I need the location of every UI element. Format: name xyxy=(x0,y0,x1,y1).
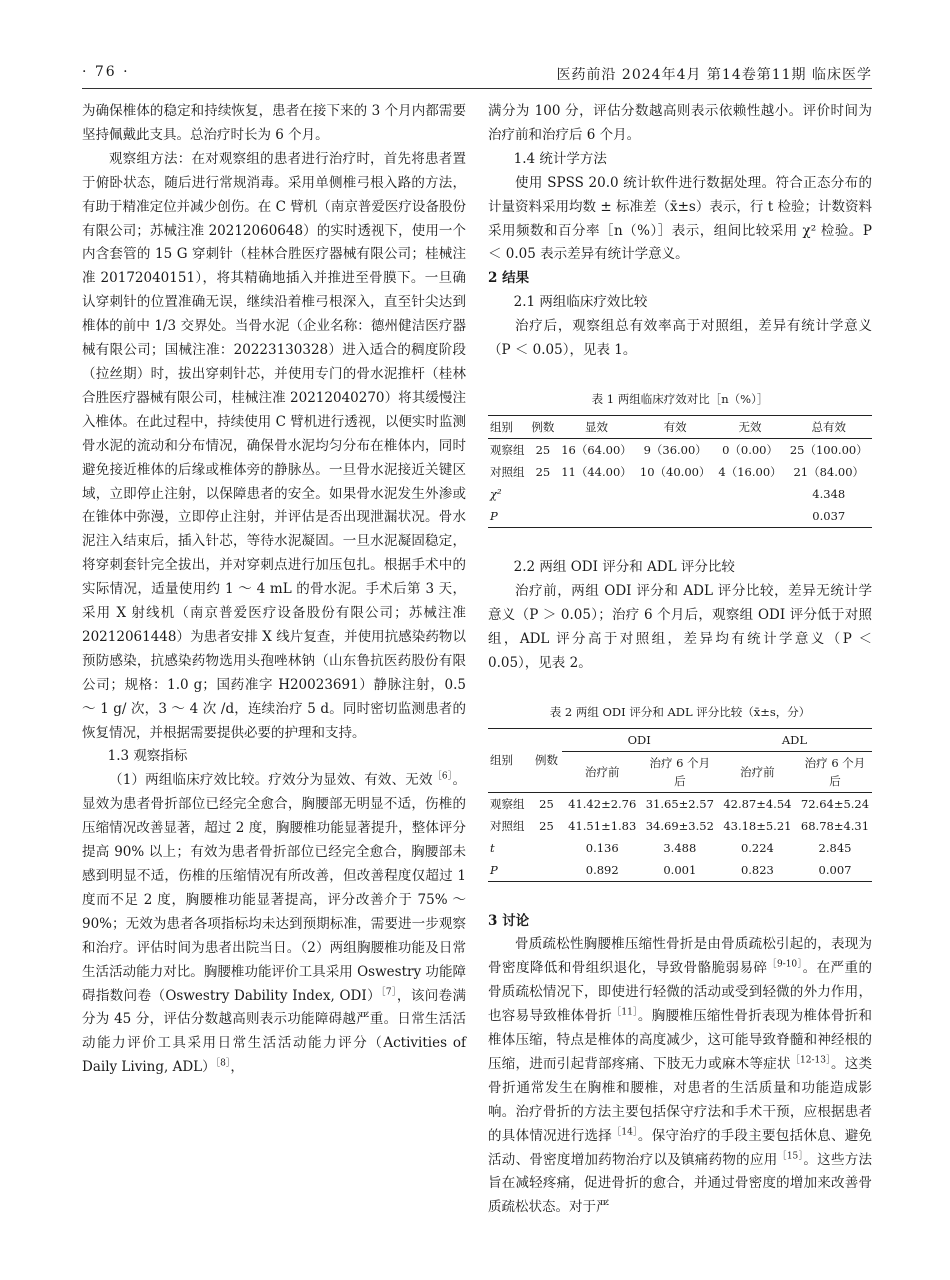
table-cell: 68.78±4.31 xyxy=(800,818,870,833)
table-header-cell: 治疗前 xyxy=(562,751,643,792)
table-header-cell: 例数 xyxy=(531,728,561,792)
section-heading: 2.1 两组临床疗效比较 xyxy=(513,294,648,311)
table-header-row xyxy=(488,415,872,438)
table-row xyxy=(488,859,872,882)
table-cell: t xyxy=(490,840,495,855)
citation[interactable]: ［11］ xyxy=(612,1007,638,1018)
table-row xyxy=(488,505,872,528)
table-cell: 31.65±2.57 xyxy=(645,796,714,811)
table-cell xyxy=(531,859,561,882)
table-cell: 0.007 xyxy=(798,859,872,882)
table2 xyxy=(488,728,872,882)
table-cell: 25 xyxy=(535,464,551,479)
paragraph: 满分为 100 分，评估分数越高则表示依赖性越小。评价时间为治疗前和治疗后 6 个月。 xyxy=(488,103,872,143)
table-row xyxy=(488,438,872,461)
table2-caption: 表 2 两组 ODI 评分和 ADL 评分比较（x̄±s，分） xyxy=(549,704,811,719)
table-cell: 2.845 xyxy=(818,840,852,855)
table-cell: 0.136 xyxy=(585,840,619,855)
table-cell: 0.224 xyxy=(740,840,774,855)
table-cell xyxy=(529,505,558,528)
right-column xyxy=(488,100,872,1220)
table-cell: 21（84.00） xyxy=(793,464,865,479)
table-header-cell: 治疗 6 个月后 xyxy=(643,751,717,792)
table-cell: 43.18±5.21 xyxy=(723,818,792,833)
table-cell: 0.037 xyxy=(786,505,872,528)
table-cell: P xyxy=(488,505,529,528)
journal-info: 医药前沿 2024年4月 第14卷第11期 临床医学 xyxy=(556,67,872,83)
table-header-cell: 总有效 xyxy=(786,415,872,438)
table-header-cell: ODI xyxy=(562,728,717,751)
paragraph: 为确保椎体的稳定和持续恢复，患者在接下来的 3 个月内都需要坚持佩戴此支具。总治疗时长为 6 个月。 xyxy=(82,103,466,143)
table-header-cell: 例数 xyxy=(529,415,558,438)
table-cell: 4.348 xyxy=(812,486,846,501)
paragraph: 使用 SPSS 20.0 统计软件进行数据处理。符合正态分布的计量资料采用均数 ± 标准差（x̄±s）表示，行 t 检验；计数资料采用频数和百分率［n（%）］表示，组间比较采用 χ² 检验。P ＜ 0.05 表示差异有统计学意义。 xyxy=(488,174,872,263)
section-heading: 2 结果 xyxy=(488,270,530,287)
paragraph: （1）两组临床疗效比较。疗效分为显效、有效、无效$^{[6]}$。显效为患者骨折部位已经完全愈合，胸腰部无明显不适，伤椎的压缩情况改善显著，超过 2 度，胸腰椎功能显著提升，整体评分提高 90% 以上；有效为患者骨折部位已经完全愈合，胸腰部未感到明显不适，伤椎的压缩情况有所改善，但改善程度仅超过 1 度而不足 2 度，胸腰椎功能显著提高，评分改善介于 75% ～ 90%；无效为患者各项指标均未达到预期标准，需要进一步观察和治疗。评估时间为患者出院当日。（2）两组胸腰椎功能及日常生活活动能力对比。胸腰椎功能评价工具采用 Oswestry 功能障碍指数问卷（Oswestry Dability Index, ODI）$^{[7]}$，该问卷满分为 45 分，评估分数越高则表示功能障碍越严重。日常生活活动能力评价工具采用日常生活活动能力评分（Activities of Daily Living, ADL）$^{[8]}$， xyxy=(82,771,467,1076)
table-cell: 25 xyxy=(539,796,554,811)
table-row xyxy=(488,815,872,837)
table-cell: 0.892 xyxy=(562,859,643,882)
citation[interactable]: ［12-13］ xyxy=(790,1055,831,1066)
table-cell: 4（16.00） xyxy=(718,464,782,479)
table-cell xyxy=(557,483,636,505)
paragraph: 观察组方法：在对观察组的患者进行治疗时，首先将患者置于俯卧状态，随后进行常规消毒。采用单侧椎弓根入路的方法，有助于精准定位并减少创伤。在 C 臂机（南京普爱医疗设备股份有限公司；苏械注准 20212060648）的实时透视下，使用一个内含套管的 15 G 穿刺针（桂林合胜医疗器械有限公司；桂械注准 20172040151），将其精确地插入并推进至骨膜下。一旦确认穿刺针的位置准确无误，继续沿着椎弓根深入，直至针尖达到椎体的前中 1/3 交界处。当骨水泥（企业名称：德州健洁医疗器械有限公司；国械注准：20223130328）进入适合的稠度阶段（拉丝期）时，拔出穿刺针芯，并使用专门的骨水泥推杆（桂林合胜医疗器械有限公司，桂械注准 20212040270）将其缓慢注入椎体。在此过程中，持续使用 C 臂机进行透视，以便实时监测骨水泥的流动和分布情况，确保骨水泥均匀分布在椎体内，同时避免接近椎体的后缘或椎体旁的静脉丛。一旦骨水泥接近关键区域，立即停止注射，以保障患者的安全。如果骨水泥发生外渗或在锥体中弥漫，立即停止注射，并评估是否出现泄漏状况。骨水泥注入结束后，插入针芯，等待水泥凝固。一旦水泥凝固稳定，将穿刺套针完全拔出，并对穿刺点进行加压包扎。根据手术中的实际情况，适量使用约 1 ～ 4 mL 的骨水泥。手术后第 3 天，采用 X 射线机（南京普爱医疗设备股份有限公司；苏械注准 20212061448）为患者安排 X 线片复查，并使用抗感染药物以预防感染，抗感染药物选用头孢唑林钠（山东鲁抗医药股份有限公司；规格：1.0 g；国药准字 H20023691）静脉注射，0.5 ～ 1 g/ 次，3 ～ 4 次 /d，连续治疗 5 d。同时密切监测患者的恢复情况，并根据需要提供必要的护理和支持。 xyxy=(82,150,466,741)
table-cell: 42.87±4.54 xyxy=(723,796,792,811)
table-cell: P xyxy=(488,859,531,882)
table-cell: 25 xyxy=(535,442,551,457)
table-cell xyxy=(715,483,786,505)
table-cell: 0（0.00） xyxy=(722,442,778,457)
table-cell: 41.42±2.76 xyxy=(568,796,637,811)
table-header-cell: 组别 xyxy=(488,728,531,792)
table-cell xyxy=(529,483,558,505)
table-header-row xyxy=(488,728,872,751)
table-cell xyxy=(531,837,561,859)
table-row xyxy=(488,461,872,483)
table-row xyxy=(488,483,872,505)
table-cell: 3.488 xyxy=(663,840,697,855)
section-heading: 1.4 统计学方法 xyxy=(513,150,607,167)
table-cell: 25 xyxy=(539,818,554,833)
table-cell xyxy=(557,505,636,528)
table-row xyxy=(488,792,872,815)
citation[interactable]: ［9-10］ xyxy=(767,959,803,970)
section-heading: 1.3 观察指标 xyxy=(107,748,188,765)
paragraph: 治疗后，观察组总有效率高于对照组，差异有统计学意义（P ＜ 0.05），见表 1。 xyxy=(488,318,872,359)
table-header-cell: 有效 xyxy=(636,415,715,438)
table-cell: 25（100.00） xyxy=(789,442,868,457)
table1-caption: 表 1 两组临床疗效对比［n（%）］ xyxy=(591,391,769,406)
page-number: · 76 · xyxy=(82,64,130,80)
table-cell: 10（40.00） xyxy=(639,464,711,479)
table-cell: 41.51±1.83 xyxy=(568,818,637,833)
table-row xyxy=(488,837,872,859)
paragraph: 治疗前，两组 ODI 评分和 ADL 评分比较，差异无统计学意义（P ＞ 0.05）；治疗 6 个月后，观察组 ODI 评分低于对照组，ADL 评分高于对照组，差异均有统计学意义（P ＜ 0.05），见表 2。 xyxy=(488,582,872,671)
table-cell: 观察组 xyxy=(490,442,525,457)
table1 xyxy=(488,415,872,528)
citation[interactable]: ［14］ xyxy=(612,1127,638,1138)
table-cell: 对照组 xyxy=(490,464,525,479)
section-heading: 3 讨论 xyxy=(488,912,530,929)
paragraph: 骨质疏松性胸腰椎压缩性骨折是由骨质疏松引起的，表现为骨密度降低和骨组织退化，导致骨骼脆弱易碎$^{[9-10]}$。在严重的骨质疏松情况下，即使进行轻微的活动或受到轻微的外力作用，也容易导致椎体骨折$^{[11]}$。胸腰椎压缩性骨折表现为椎体骨折和椎体压缩，特点是椎体的高度减少，这可能导致脊髓和神经根的压缩，进而引起背部疼痛、下肢无力或麻木等症状$^{[12-13]}$。这类骨折通常发生在胸椎和腰椎，对患者的生活质量和功能造成影响。治疗骨折的方法主要包括保守疗法和手术干预，应根据患者的具体情况进行选择$^{[14]}$。保守治疗的手段主要包括休息、避免活动、骨密度增加药物治疗以及镇痛药物的应用$^{[15]}$。这些方法旨在减轻疼痛，促进骨折的愈合，并通过骨密度的增加来改善骨质疏松状态。对于严 xyxy=(488,936,873,1216)
table-cell xyxy=(715,505,786,528)
table-header-cell: 组别 xyxy=(488,415,529,438)
citation[interactable]: ［6］ xyxy=(432,771,453,782)
table-cell: 72.64±5.24 xyxy=(800,796,870,811)
table-cell: 34.69±3.52 xyxy=(645,818,714,833)
table-cell: 9（36.00） xyxy=(643,442,707,457)
table-cell: 11（44.00） xyxy=(561,464,632,479)
table-cell: 0.001 xyxy=(643,859,717,882)
citation[interactable]: ［8］ xyxy=(215,1058,231,1069)
citation[interactable]: ［15］ xyxy=(777,1151,804,1162)
table-cell xyxy=(636,483,715,505)
section-heading: 2.2 两组 ODI 评分和 ADL 评分比较 xyxy=(513,558,735,575)
table-header-cell: ADL xyxy=(717,728,872,751)
table-cell: χ² xyxy=(490,486,502,501)
page-header xyxy=(82,62,872,89)
table-cell xyxy=(636,505,715,528)
citation[interactable]: ［7］ xyxy=(381,987,397,998)
table-header-cell: 显效 xyxy=(557,415,636,438)
table-header-cell: 治疗前 xyxy=(717,751,798,792)
table-cell: 0.823 xyxy=(717,859,798,882)
left-column xyxy=(82,100,466,1080)
table-header-cell: 无效 xyxy=(715,415,786,438)
table-cell: 观察组 xyxy=(490,796,525,811)
table-cell: 16（64.00） xyxy=(561,442,632,457)
table-header-cell: 治疗 6 个月后 xyxy=(798,751,872,792)
table-cell: 对照组 xyxy=(490,818,525,833)
